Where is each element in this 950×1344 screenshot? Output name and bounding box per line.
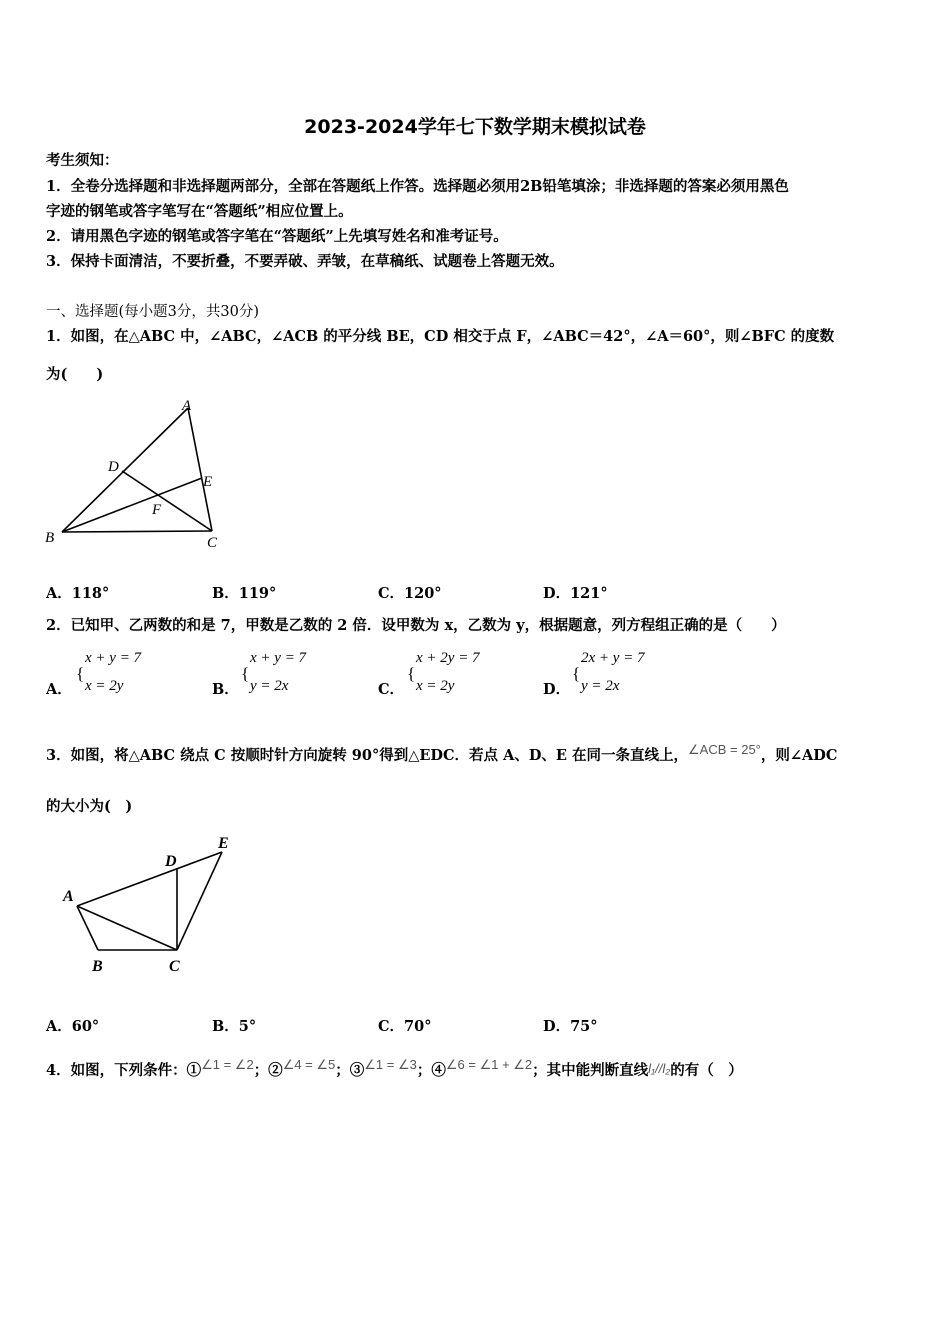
q2-text: 2．已知甲、乙两数的和是 7，甲数是乙数的 2 倍．设甲数为 x，乙数为 y，根据题意，列方程组正确的是（ ） — [46, 617, 786, 634]
q4-sep-2: ；③ — [335, 1062, 365, 1079]
q3-text-cont: 的大小为( ) — [46, 798, 133, 815]
q3-rotation-figure — [55, 826, 245, 981]
q2-option-c[interactable] — [378, 650, 528, 700]
label-b: B — [45, 530, 55, 546]
q2-option-a-label: A． — [46, 681, 72, 698]
q2-a-eq1: x + y = 7 — [85, 650, 142, 666]
brace-icon: { — [407, 664, 416, 683]
q3-option-c[interactable]: C．70° — [378, 1018, 432, 1035]
q2-d-eq2: y = 2x — [581, 678, 620, 694]
q2-option-b[interactable] — [212, 650, 362, 700]
q4-text-c: 的有（ ） — [670, 1062, 743, 1079]
page-title: 2023-2024学年七下数学期末模拟试卷 — [304, 116, 646, 138]
q1-option-a[interactable]: A．118° — [46, 585, 110, 602]
q3-text — [46, 742, 838, 765]
q4-condition-1: ∠1 = ∠2 — [201, 1057, 254, 1072]
side-bc — [62, 531, 212, 532]
q1-triangle-figure — [40, 392, 240, 552]
q4-condition-4: ∠6 = ∠1 + ∠2 — [445, 1057, 533, 1072]
segment-ac — [77, 906, 177, 950]
brace-icon: { — [572, 664, 581, 683]
q3-option-d[interactable]: D．75° — [543, 1018, 598, 1035]
q2-d-eq1: 2x + y = 7 — [581, 650, 645, 666]
notice-line-2: 2．请用黑色字迹的钢笔或答字笔在“答题纸”上先填写姓名和准考证号。 — [46, 228, 508, 245]
brace-icon: { — [76, 664, 85, 683]
q3-text-mid: ，则∠ADC — [760, 747, 838, 764]
label-c: C — [169, 958, 180, 975]
q3-text-a: 3．如图，将△ABC 绕点 C 按顺时针方向旋转 90°得到△EDC．若点 A、D、E 在同一条直线上， — [46, 747, 689, 764]
q4-lines: l₁//l₂ — [648, 1061, 671, 1076]
label-c: C — [207, 535, 218, 551]
q1-option-b[interactable]: B．119° — [212, 585, 277, 602]
q1-option-c[interactable]: C．120° — [378, 585, 442, 602]
q3-option-a[interactable]: A．60° — [46, 1018, 100, 1035]
q2-option-d-label: D． — [543, 681, 571, 698]
q2-b-eq1: x + y = 7 — [250, 650, 307, 666]
label-a: A — [63, 888, 74, 905]
side-ac — [188, 408, 212, 531]
q4-condition-2: ∠4 = ∠5 — [282, 1057, 336, 1072]
section-heading: 一、选择题(每小题3分，共30分) — [46, 304, 259, 320]
q4-text-b: ；其中能判断直线 — [532, 1062, 649, 1079]
q3-option-b[interactable]: B．5° — [212, 1018, 257, 1035]
q4-sep-1: ；② — [253, 1062, 283, 1079]
q4-condition-3: ∠1 = ∠3 — [364, 1057, 417, 1072]
q2-option-b-label: B． — [212, 681, 239, 698]
notice-line-3: 3．保持卡面清洁，不要折叠，不要弄破、弄皱，在草稿纸、试题卷上答题无效。 — [46, 253, 564, 270]
notice-line-1b: 字迹的钢笔或答字笔写在“答题纸”相应位置上。 — [46, 203, 353, 220]
label-f: F — [152, 502, 162, 518]
q1-text-cont: 为( ) — [46, 366, 104, 383]
label-a: A — [182, 398, 192, 414]
label-e: E — [218, 835, 229, 852]
q2-a-eq2: x = 2y — [85, 678, 124, 694]
q1-option-d[interactable]: D．121° — [543, 585, 608, 602]
label-d: D — [108, 459, 119, 475]
q1-text: 1．如图，在△ABC 中，∠ABC，∠ACB 的平分线 BE，CD 相交于点 F，∠ABC＝42°，∠A＝60°，则∠BFC 的度数 — [46, 328, 835, 345]
q2-option-d[interactable] — [543, 650, 693, 700]
q3-angle: ∠ACB = 25° — [688, 742, 761, 757]
q2-b-eq2: y = 2x — [250, 678, 289, 694]
notice-line-1a: 1．全卷分选择题和非选择题两部分，全部在答题纸上作答。选择题必须用2B铅笔填涂；非选择题的答案必须用黑色 — [46, 178, 789, 195]
label-d: D — [165, 853, 177, 870]
notice-heading: 考生须知： — [46, 152, 119, 169]
label-e: E — [203, 474, 213, 490]
side-ab — [62, 408, 188, 532]
q2-c-eq1: x + 2y = 7 — [416, 650, 480, 666]
q4-text-a: 4．如图，下列条件：① — [46, 1062, 202, 1079]
segment-ab — [77, 906, 98, 950]
brace-icon: { — [241, 664, 250, 683]
q2-option-c-label: C． — [378, 681, 405, 698]
bisector-be — [62, 478, 202, 532]
label-b: B — [92, 958, 103, 975]
q2-option-a[interactable] — [46, 650, 196, 700]
q2-c-eq2: x = 2y — [416, 678, 455, 694]
q4-text — [46, 1057, 743, 1080]
q4-sep-3: ；④ — [416, 1062, 446, 1079]
